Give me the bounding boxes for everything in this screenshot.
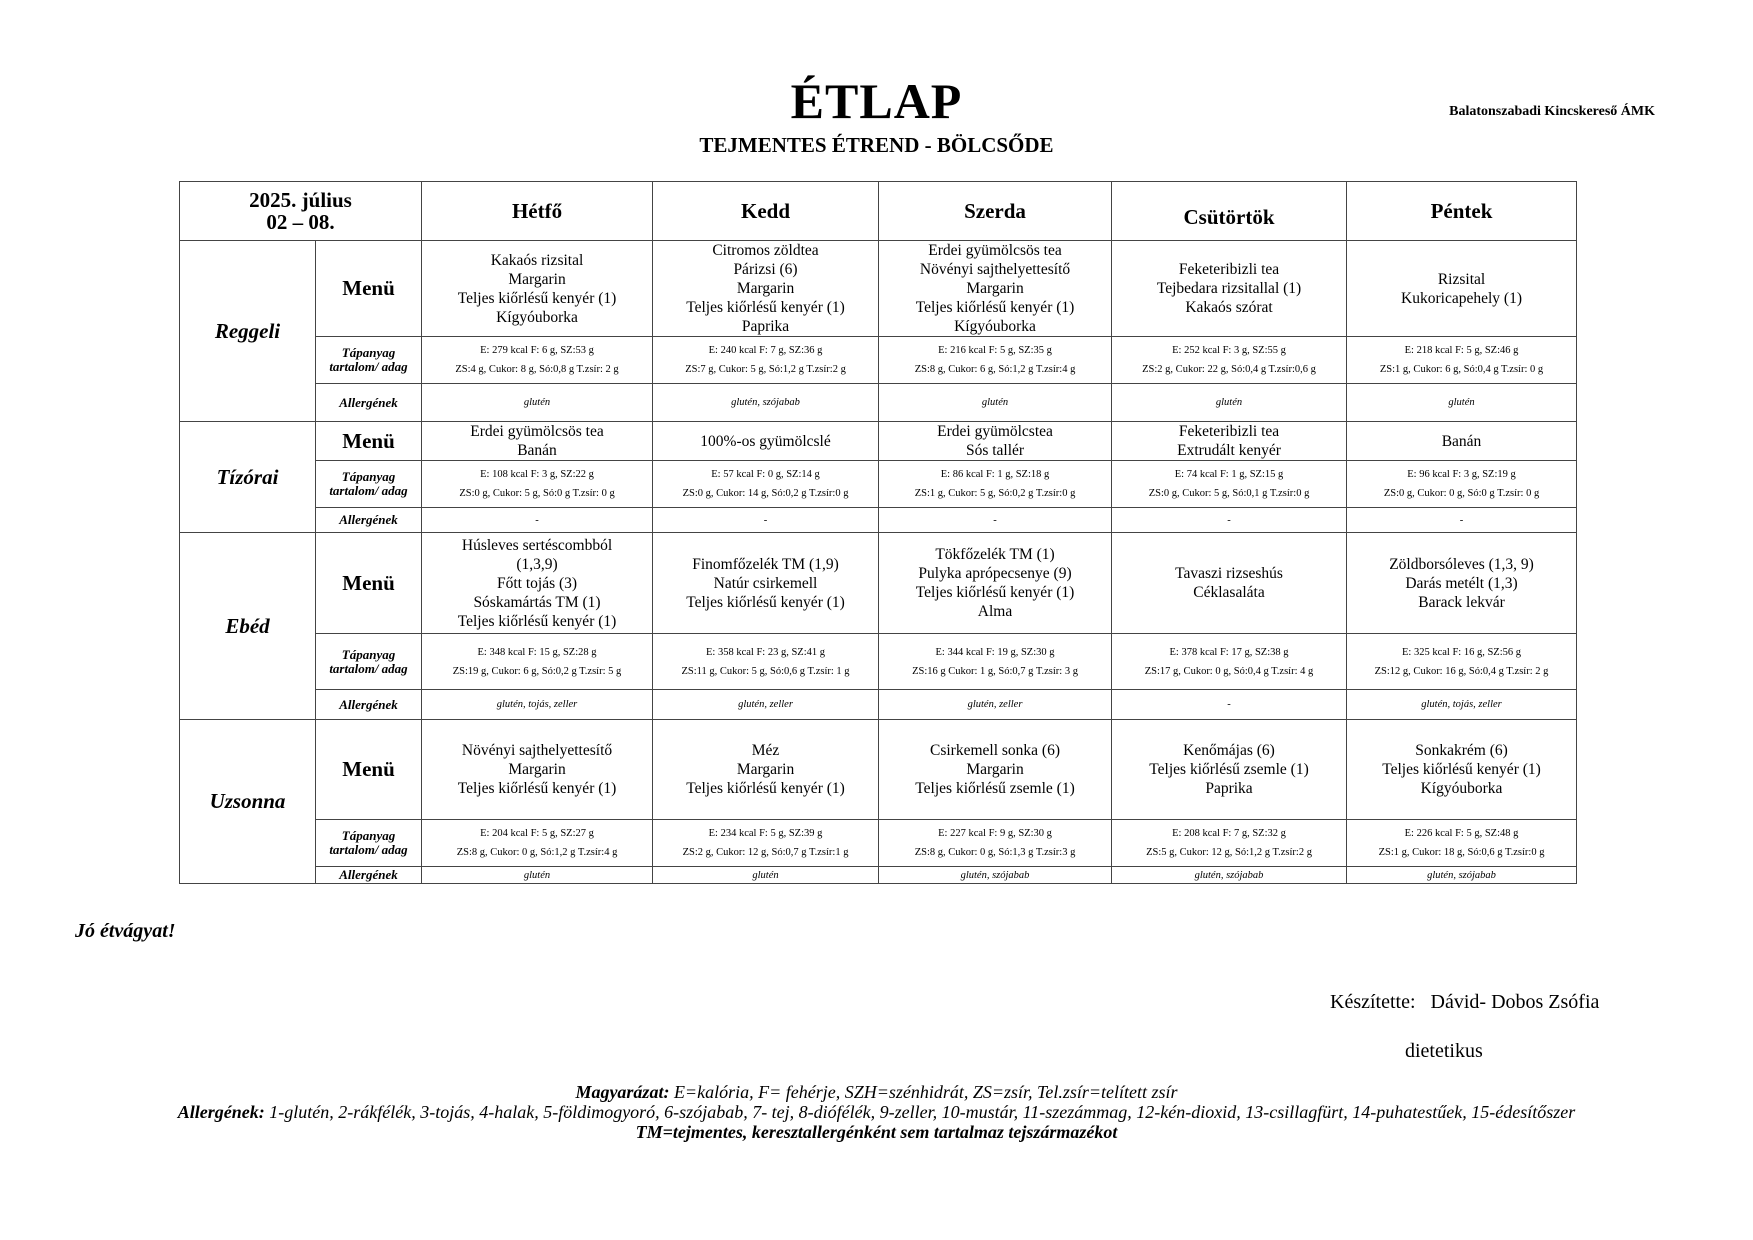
meal-row-tizorai-nutrition — [180, 461, 1577, 508]
row-label-menu: Menü — [316, 241, 422, 337]
allergens-cell-reggeli-tuesday: glutén, szójabab — [653, 384, 879, 422]
legend-allergens-text: 1-glutén, 2-rákfélék, 3-tojás, 4-halak, 5-földimogyoró, 6-szójabab, 7- tej, 8-diófélék, 9-zeller, 10-mustár, 11-szezámmag, 12-kén-dioxid, 13-csillagfürt, 14-puhatestűek, 15-édesítőszer — [269, 1102, 1576, 1122]
menu-item: Banán — [517, 442, 557, 459]
nutrition-line-macros: ZS:17 g, Cukor: 0 g, Só:0,4 g T.zsír: 4 g — [1144, 665, 1314, 677]
menu-item: Tavaszi rizseshús — [1175, 565, 1283, 582]
author-name: Dávid- Dobos Zsófia — [1430, 991, 1600, 1013]
day-header-thursday: Csütörtök — [1112, 182, 1347, 241]
nutrition-cell-tizorai-thursday — [1112, 461, 1347, 508]
nutrition-line-energy: E: 378 kcal F: 17 g, SZ:38 g — [1169, 646, 1289, 658]
meal-row-reggeli-allergens — [180, 384, 1577, 422]
nutrition-line-macros: ZS:1 g, Cukor: 18 g, Só:0,6 g T.zsír:0 g — [1378, 847, 1545, 858]
author-line — [1330, 991, 1599, 1014]
menu-cell-tizorai-friday — [1347, 422, 1577, 461]
menu-item: Erdei gyümölcsös tea — [928, 242, 1062, 259]
nutrition-line-macros: ZS:0 g, Cukor: 5 g, Só:0 g T.zsír: 0 g — [459, 488, 615, 499]
meal-row-ebed-nutrition — [180, 634, 1577, 690]
menu-item: Margarin — [508, 761, 566, 778]
menu-item: Párizsi (6) — [733, 261, 798, 278]
author-label: Készítette: — [1330, 991, 1416, 1013]
menu-item: Teljes kiőrlésű kenyér (1) — [457, 780, 617, 797]
allergens-cell-reggeli-monday: glutén — [422, 384, 653, 422]
menu-item: Csirkemell sonka (6) — [930, 742, 1061, 759]
menu-cell-reggeli-wednesday — [879, 241, 1112, 337]
day-header-wednesday: Szerda — [879, 182, 1112, 241]
menu-item: (1,3,9) — [516, 555, 558, 573]
nutrition-cell-ebed-thursday — [1112, 634, 1347, 690]
menu-cell-uzsonna-wednesday — [879, 720, 1112, 820]
legend-abbreviations — [100, 1082, 1653, 1102]
page-subtitle: TEJMENTES ÉTREND - BÖLCSŐDE — [699, 133, 1054, 157]
nutrition-cell-reggeli-thursday — [1112, 337, 1347, 384]
row-label-nutrition: Tápanyag tartalom/ adag — [316, 820, 422, 867]
menu-item: Teljes kiőrlésű kenyér (1) — [915, 584, 1075, 601]
allergens-cell-ebed-wednesday: glutén, zeller — [879, 690, 1112, 720]
menu-item: Teljes kiőrlésű kenyér (1) — [686, 593, 845, 611]
date-range-cell — [180, 182, 422, 241]
nutrition-line-macros: ZS:2 g, Cukor: 12 g, Só:0,7 g T.zsír:1 g — [682, 847, 849, 858]
allergens-cell-ebed-monday: glutén, tojás, zeller — [422, 690, 653, 720]
nutrition-line-macros: ZS:1 g, Cukor: 5 g, Só:0,2 g T.zsír:0 g — [914, 488, 1076, 499]
menu-item: Teljes kiőrlésű zsemle (1) — [1149, 761, 1309, 778]
nutrition-line-macros: ZS:8 g, Cukor: 0 g, Só:1,3 g T.zsír:3 g — [914, 847, 1076, 858]
menu-item: Extrudált kenyér — [1177, 442, 1281, 459]
meal-row-tizorai-allergens — [180, 508, 1577, 533]
menu-cell-tizorai-monday — [422, 422, 653, 461]
menu-item: Kakaós szórat — [1185, 299, 1273, 316]
row-label-menu: Menü — [316, 533, 422, 634]
nutrition-line-macros: ZS:7 g, Cukor: 5 g, Só:1,2 g T.zsír:2 g — [685, 364, 846, 375]
menu-cell-reggeli-monday — [422, 241, 653, 337]
nutrition-line-energy: E: 74 kcal F: 1 g, SZ:15 g — [1174, 469, 1284, 480]
header-row — [180, 182, 1577, 241]
menu-item: Citromos zöldtea — [712, 242, 819, 259]
menu-item: Margarin — [966, 280, 1024, 297]
greeting: Jó étvágyat! — [75, 920, 176, 942]
nutrition-line-energy: E: 240 kcal F: 7 g, SZ:36 g — [708, 345, 823, 356]
menu-item: Kígyóuborka — [1420, 780, 1503, 797]
nutrition-line-macros: ZS:5 g, Cukor: 12 g, Só:1,2 g T.zsír:2 g — [1146, 847, 1312, 858]
menu-item: Pulyka aprópecsenye (9) — [918, 565, 1072, 582]
menu-cell-uzsonna-friday — [1347, 720, 1577, 820]
menu-item: Alma — [977, 603, 1013, 620]
menu-cell-reggeli-friday — [1347, 241, 1577, 337]
allergens-cell-uzsonna-tuesday: glutén — [653, 867, 879, 884]
menu-item: Teljes kiőrlésű kenyér (1) — [457, 289, 617, 307]
menu-item: Teljes kiőrlésű kenyér (1) — [457, 612, 617, 630]
nutrition-line-energy: E: 348 kcal F: 15 g, SZ:28 g — [477, 646, 597, 658]
organization-name: Balatonszabadi Kincskereső ÁMK — [1449, 104, 1655, 119]
row-label-nutrition: Tápanyag tartalom/ adag — [316, 634, 422, 690]
meal-name-uzsonna: Uzsonna — [180, 720, 316, 884]
nutrition-cell-uzsonna-friday — [1347, 820, 1577, 867]
menu-item: Céklasaláta — [1193, 584, 1265, 601]
allergens-cell-uzsonna-monday: glutén — [422, 867, 653, 884]
row-label-allergens: Allergének — [316, 508, 422, 533]
row-label-allergens: Allergének — [316, 384, 422, 422]
allergens-cell-tizorai-tuesday: - — [653, 508, 879, 533]
menu-cell-tizorai-tuesday — [653, 422, 879, 461]
date-month: 2025. július — [249, 188, 352, 212]
meal-row-uzsonna-menu — [180, 720, 1577, 820]
meal-name-reggeli: Reggeli — [180, 241, 316, 422]
meal-row-reggeli-nutrition — [180, 337, 1577, 384]
allergens-cell-reggeli-wednesday: glutén — [879, 384, 1112, 422]
nutrition-line-macros: ZS:0 g, Cukor: 0 g, Só:0 g T.zsír: 0 g — [1383, 488, 1540, 499]
menu-item: Növényi sajthelyettesítő — [461, 742, 613, 759]
menu-item: Növényi sajthelyettesítő — [919, 261, 1071, 278]
meal-name-ebed: Ebéd — [180, 533, 316, 720]
nutrition-line-macros: ZS:8 g, Cukor: 6 g, Só:1,2 g T.zsír:4 g — [914, 364, 1076, 375]
nutrition-cell-ebed-tuesday — [653, 634, 879, 690]
nutrition-line-macros: ZS:16 g Cukor: 1 g, Só:0,7 g T.zsír: 3 g — [912, 665, 1078, 677]
menu-item: Natúr csirkemell — [713, 574, 818, 592]
row-label-allergens: Allergének — [316, 690, 422, 720]
menu-item: Rizsital — [1437, 270, 1486, 288]
allergens-cell-uzsonna-thursday: glutén, szójabab — [1112, 867, 1347, 884]
menu-cell-uzsonna-tuesday — [653, 720, 879, 820]
legend-dairy-free-text: TM=tejmentes, keresztallergénként sem tartalmaz tejszármazékot — [635, 1122, 1118, 1142]
row-label-menu: Menü — [316, 720, 422, 820]
row-label-nutrition: Tápanyag tartalom/ adag — [316, 337, 422, 384]
menu-item: Feketeribizli tea — [1178, 261, 1280, 278]
nutrition-line-macros: ZS:1 g, Cukor: 6 g, Só:0,4 g T.zsír: 0 g — [1379, 364, 1544, 375]
menu-item: Kukoricapehely (1) — [1401, 289, 1522, 307]
menu-item: Margarin — [508, 270, 566, 288]
menu-item: Margarin — [966, 761, 1024, 778]
legend-allergens-label: Allergének: — [177, 1102, 265, 1122]
nutrition-cell-reggeli-friday — [1347, 337, 1577, 384]
menu-cell-ebed-tuesday — [653, 533, 879, 634]
meal-row-uzsonna-allergens — [180, 867, 1577, 884]
menu-item: Erdei gyümölcsös tea — [470, 423, 604, 440]
nutrition-cell-tizorai-monday — [422, 461, 653, 508]
nutrition-line-energy: E: 108 kcal F: 3 g, SZ:22 g — [480, 469, 594, 480]
day-header-monday: Hétfő — [422, 182, 653, 241]
menu-item: Finomfőzelék TM (1,9) — [692, 555, 839, 573]
legend-allergens — [100, 1102, 1653, 1122]
menu-cell-ebed-monday — [422, 533, 653, 634]
nutrition-cell-tizorai-tuesday — [653, 461, 879, 508]
nutrition-line-energy: E: 234 kcal F: 5 g, SZ:39 g — [708, 828, 823, 839]
allergens-cell-tizorai-friday: - — [1347, 508, 1577, 533]
menu-item: Sóskamártás TM (1) — [473, 593, 601, 611]
legend — [100, 1082, 1653, 1142]
nutrition-line-energy: E: 358 kcal F: 23 g, SZ:41 g — [706, 646, 826, 658]
row-label-allergens: Allergének — [316, 867, 422, 884]
row-label-menu: Menü — [316, 422, 422, 461]
menu-item: Sonkakrém (6) — [1415, 742, 1508, 759]
allergens-cell-uzsonna-wednesday: glutén, szójabab — [879, 867, 1112, 884]
allergens-cell-tizorai-thursday: - — [1112, 508, 1347, 533]
nutrition-line-energy: E: 86 kcal F: 1 g, SZ:18 g — [940, 469, 1050, 480]
row-label-nutrition: Tápanyag tartalom/ adag — [316, 461, 422, 508]
menu-item: Darás metélt (1,3) — [1405, 574, 1518, 592]
nutrition-line-macros: ZS:11 g, Cukor: 5 g, Só:0,6 g T.zsír: 1 g — [681, 665, 850, 677]
nutrition-cell-ebed-monday — [422, 634, 653, 690]
nutrition-line-energy: E: 226 kcal F: 5 g, SZ:48 g — [1404, 828, 1519, 839]
page-title: ÉTLAP — [790, 73, 963, 129]
meal-row-uzsonna-nutrition — [180, 820, 1577, 867]
menu-item: Teljes kiőrlésű zsemle (1) — [915, 780, 1075, 797]
menu-cell-tizorai-wednesday — [879, 422, 1112, 461]
menu-cell-tizorai-thursday — [1112, 422, 1347, 461]
author-role: dietetikus — [1405, 1040, 1483, 1062]
nutrition-line-energy: E: 344 kcal F: 19 g, SZ:30 g — [935, 646, 1055, 658]
nutrition-line-macros: ZS:0 g, Cukor: 5 g, Só:0,1 g T.zsír:0 g — [1148, 488, 1310, 499]
nutrition-cell-reggeli-tuesday — [653, 337, 879, 384]
allergens-cell-tizorai-wednesday: - — [879, 508, 1112, 533]
day-header-tuesday: Kedd — [653, 182, 879, 241]
menu-item: Kakaós rizsital — [490, 251, 584, 269]
nutrition-line-energy: E: 252 kcal F: 3 g, SZ:55 g — [1172, 345, 1286, 356]
menu-item: Barack lekvár — [1418, 593, 1505, 611]
menu-item: Tejbedara rizsitallal (1) — [1156, 280, 1302, 297]
menu-item: Teljes kiőrlésű kenyér (1) — [686, 780, 845, 797]
nutrition-cell-uzsonna-monday — [422, 820, 653, 867]
menu-item: Kenőmájas (6) — [1183, 742, 1275, 759]
allergens-cell-reggeli-friday: glutén — [1347, 384, 1577, 422]
menu-table — [179, 181, 1577, 884]
nutrition-line-macros: ZS:4 g, Cukor: 8 g, Só:0,8 g T.zsír: 2 g — [455, 364, 619, 375]
nutrition-cell-reggeli-wednesday — [879, 337, 1112, 384]
menu-cell-ebed-friday — [1347, 533, 1577, 634]
menu-cell-ebed-wednesday — [879, 533, 1112, 634]
nutrition-line-energy: E: 325 kcal F: 16 g, SZ:56 g — [1402, 646, 1522, 658]
legend-abbreviations-label: Magyarázat: — [575, 1082, 670, 1102]
allergens-cell-ebed-tuesday: glutén, zeller — [653, 690, 879, 720]
menu-item: Zöldborsóleves (1,3, 9) — [1389, 555, 1534, 573]
menu-item: Margarin — [736, 761, 795, 778]
nutrition-cell-ebed-wednesday — [879, 634, 1112, 690]
nutrition-line-macros: ZS:2 g, Cukor: 22 g, Só:0,4 g T.zsír:0,6 g — [1142, 364, 1316, 375]
nutrition-cell-uzsonna-wednesday — [879, 820, 1112, 867]
day-header-friday: Péntek — [1347, 182, 1577, 241]
allergens-cell-uzsonna-friday: glutén, szójabab — [1347, 867, 1577, 884]
menu-item: Margarin — [736, 280, 795, 297]
nutrition-line-macros: ZS:0 g, Cukor: 14 g, Só:0,2 g T.zsír:0 g — [682, 488, 849, 499]
menu-item: Kígyóuborka — [954, 318, 1036, 335]
menu-item: Tökfőzelék TM (1) — [935, 546, 1055, 563]
nutrition-line-energy: E: 218 kcal F: 5 g, SZ:46 g — [1404, 345, 1519, 356]
nutrition-cell-tizorai-wednesday — [879, 461, 1112, 508]
meal-name-tizorai: Tízórai — [180, 422, 316, 533]
legend-dairy-free — [100, 1122, 1653, 1142]
menu-cell-reggeli-thursday — [1112, 241, 1347, 337]
nutrition-line-energy: E: 96 kcal F: 3 g, SZ:19 g — [1407, 469, 1516, 480]
allergens-cell-ebed-friday: glutén, tojás, zeller — [1347, 690, 1577, 720]
menu-item: Paprika — [741, 318, 790, 335]
nutrition-line-energy: E: 216 kcal F: 5 g, SZ:35 g — [938, 345, 1052, 356]
menu-item: Teljes kiőrlésű kenyér (1) — [1382, 761, 1541, 778]
date-days: 02 – 08. — [266, 210, 335, 234]
allergens-cell-tizorai-monday: - — [422, 508, 653, 533]
nutrition-cell-tizorai-friday — [1347, 461, 1577, 508]
menu-item: Feketeribizli tea — [1178, 423, 1280, 440]
nutrition-line-macros: ZS:12 g, Cukor: 16 g, Só:0,4 g T.zsír: 2 g — [1374, 665, 1549, 677]
nutrition-cell-uzsonna-thursday — [1112, 820, 1347, 867]
menu-item: Teljes kiőrlésű kenyér (1) — [915, 299, 1075, 316]
menu-item: Sós tallér — [965, 442, 1025, 459]
allergens-cell-ebed-thursday: - — [1112, 690, 1347, 720]
menu-item: 100%-os gyümölcslé — [700, 432, 831, 450]
nutrition-line-macros: ZS:8 g, Cukor: 0 g, Só:1,2 g T.zsír:4 g — [456, 847, 618, 858]
nutrition-line-energy: E: 57 kcal F: 0 g, SZ:14 g — [711, 469, 820, 480]
allergens-cell-reggeli-thursday: glutén — [1112, 384, 1347, 422]
nutrition-cell-uzsonna-tuesday — [653, 820, 879, 867]
nutrition-line-energy: E: 279 kcal F: 6 g, SZ:53 g — [480, 345, 594, 356]
menu-cell-uzsonna-thursday — [1112, 720, 1347, 820]
menu-item: Húsleves sertéscombból — [461, 536, 613, 554]
nutrition-line-energy: E: 204 kcal F: 5 g, SZ:27 g — [480, 828, 594, 839]
meal-row-reggeli-menu — [180, 241, 1577, 337]
legend-abbreviations-text: E=kalória, F= fehérje, SZH=szénhidrát, ZS=zsír, Tel.zsír=telített zsír — [673, 1082, 1178, 1102]
menu-cell-reggeli-tuesday — [653, 241, 879, 337]
meal-row-ebed-menu — [180, 533, 1577, 634]
menu-cell-ebed-thursday — [1112, 533, 1347, 634]
menu-cell-uzsonna-monday — [422, 720, 653, 820]
nutrition-cell-ebed-friday — [1347, 634, 1577, 690]
nutrition-line-energy: E: 208 kcal F: 7 g, SZ:32 g — [1172, 828, 1286, 839]
menu-item: Banán — [1441, 432, 1482, 450]
menu-item: Paprika — [1205, 780, 1253, 797]
menu-item: Kígyóuborka — [496, 308, 578, 326]
nutrition-line-macros: ZS:19 g, Cukor: 6 g, Só:0,2 g T.zsír: 5 g — [452, 665, 622, 677]
nutrition-line-energy: E: 227 kcal F: 9 g, SZ:30 g — [938, 828, 1052, 839]
meal-row-ebed-allergens — [180, 690, 1577, 720]
menu-item: Méz — [751, 742, 780, 759]
meal-row-tizorai-menu — [180, 422, 1577, 461]
menu-item: Főtt tojás (3) — [496, 574, 578, 592]
nutrition-cell-reggeli-monday — [422, 337, 653, 384]
menu-item: Teljes kiőrlésű kenyér (1) — [686, 299, 845, 316]
menu-item: Erdei gyümölcstea — [937, 423, 1053, 440]
